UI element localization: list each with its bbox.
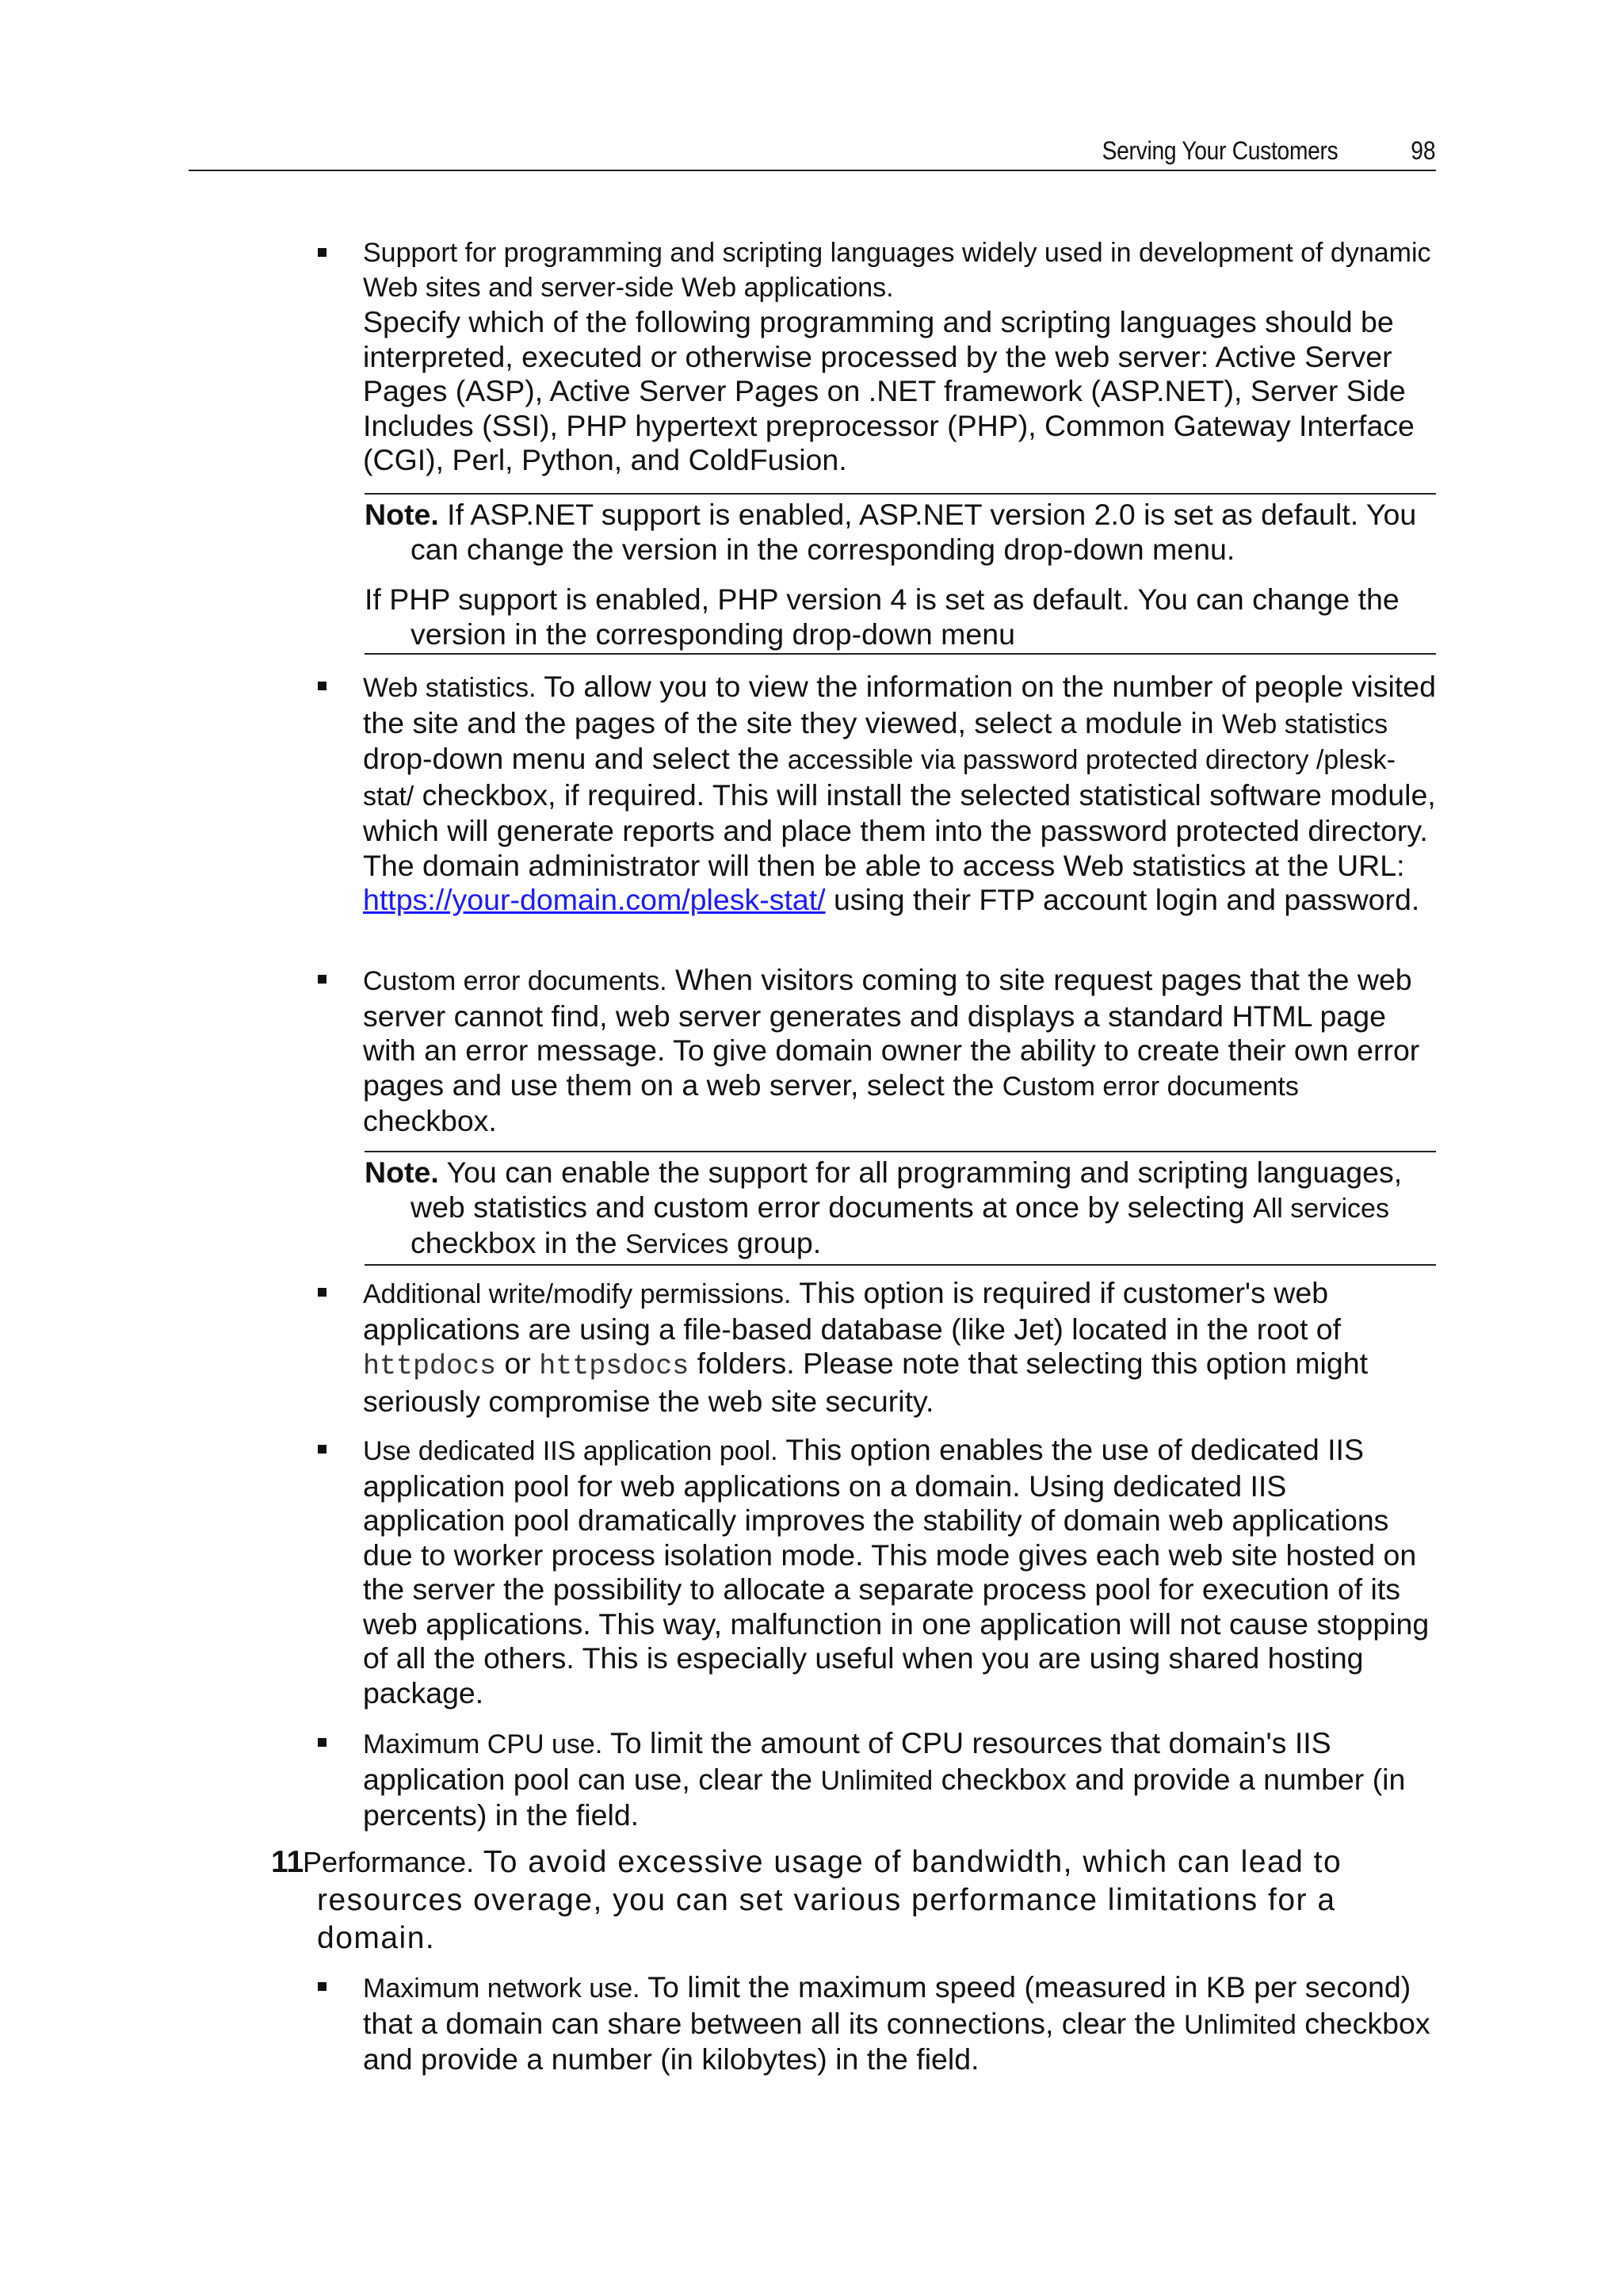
note-label: Note.: [365, 1156, 439, 1189]
option-description: Specify which of the following programming and scripting languages should be interpreted, executed or otherwise processed by the web server: Active Server Pages (ASP), Active Server Pages on .NET framework (ASP.NET), Server Side Includes (SSI), PHP hypertext preprocessor (PHP), Common Gateway Interface (CGI), Perl, Python, and ColdFusion.: [363, 305, 1415, 476]
bullet-marker: [318, 1738, 327, 1747]
bullet-marker: [318, 248, 327, 257]
list-item-web-statistics: [363, 670, 1436, 918]
ui-term: Unlimited: [1184, 2009, 1296, 2040]
note-box-versions: [365, 493, 1436, 655]
step-11: [271, 1843, 1436, 1958]
option-description: or: [504, 1347, 531, 1380]
option-description: checkbox and provide a number (in percents) in the field.: [363, 1762, 1406, 1832]
option-term: Maximum network use.: [363, 1973, 640, 2004]
list-item-permissions: [363, 1276, 1436, 1419]
note-box-all-services: [365, 1151, 1436, 1266]
option-description: This option is required if customer's web applications are using a file-based database (like Jet) located in the root of: [363, 1276, 1342, 1346]
list-item-languages: [363, 236, 1436, 478]
step-term: Performance.: [303, 1846, 475, 1878]
option-description: checkbox.: [363, 1104, 497, 1137]
option-term: Maximum CPU use.: [363, 1729, 603, 1759]
list-item-cpu: [363, 1726, 1436, 1833]
option-description: To allow you to view the information on the number of people visited the site and the pages of the site they viewed, select a module in: [363, 670, 1436, 739]
folder-name-code: httpdocs: [363, 1350, 497, 1382]
option-term: Custom error documents.: [363, 966, 667, 996]
ui-term: Unlimited: [820, 1765, 934, 1796]
ui-term: accessible via password protected directory /plesk-stat/: [363, 745, 1396, 812]
option-description: drop-down menu and select the: [363, 742, 780, 775]
option-term: Use dedicated IIS application pool.: [363, 1436, 778, 1466]
list-item-iis-pool: [363, 1433, 1436, 1710]
note-paragraph: [365, 498, 1436, 567]
list-item-network: [363, 1970, 1436, 2077]
option-description: To limit the maximum speed (measured in KB per second) that a domain can share between all its connections, clear the: [363, 1970, 1411, 2040]
ui-term: Services: [625, 1229, 729, 1259]
option-description: folders. Please note that selecting this option might seriously compromise the web site security.: [363, 1347, 1369, 1418]
ui-term: Custom error documents: [1002, 1071, 1299, 1102]
step-number: 11: [271, 1845, 304, 1879]
running-header-title: Serving Your Customers: [1102, 136, 1338, 165]
step-body: [271, 1843, 1436, 1958]
option-term: Additional write/modify permissions.: [363, 1279, 792, 1309]
note-paragraph: [365, 1156, 1436, 1263]
note-text: group.: [736, 1226, 822, 1259]
step-text: To avoid excessive usage of bandwidth, which can lead to resources overage, you can set various performance limitations for a domain.: [317, 1845, 1342, 1955]
note-label: Note.: [365, 498, 439, 531]
page-header: [189, 135, 1436, 171]
option-description: This option enables the use of dedicated IIS application pool for web applications on a domain. Using dedicated IIS application pool dramatically improves the stability of domain web applications due to worker process isolation mode. This mode gives each web site hosted on the server the possibility to allocate a separate process pool for execution of its web applications. This way, malfunction in one application will not cause stopping of all the others. This is especially useful when you are using shared hosting package.: [363, 1433, 1430, 1710]
option-description: using their FTP account login and password.: [833, 883, 1420, 916]
bullet-marker: [318, 1982, 327, 1991]
folder-name-code: httpsdocs: [539, 1350, 689, 1382]
option-description: checkbox and provide a number (in kilobytes) in the field.: [363, 2006, 1430, 2076]
note-text: If PHP support is enabled, PHP version 4 is set as default. You can change the version in the corresponding drop-down menu: [365, 583, 1400, 651]
note-paragraph: [365, 583, 1436, 651]
ui-term: Web statistics: [1222, 709, 1388, 739]
option-description: To limit the amount of CPU resources that domain's IIS application pool can use, clear the: [363, 1726, 1331, 1796]
bullet-marker: [318, 1288, 327, 1297]
list-item-error-documents: [363, 963, 1436, 1139]
bullet-marker: [318, 975, 327, 984]
bullet-marker: [318, 682, 327, 690]
option-description: checkbox, if required. This will install the selected statistical software module, which will generate reports and place them into the password protected directory. The domain administrator will then be able to access Web statistics at the URL:: [363, 777, 1436, 882]
note-text: You can enable the support for all programming and scripting languages, web statistics and custom error documents at once by selecting: [411, 1156, 1403, 1224]
page-number: 98: [1411, 136, 1436, 165]
note-text: checkbox in the: [411, 1226, 617, 1259]
bullet-marker: [318, 1445, 327, 1454]
note-text: If ASP.NET support is enabled, ASP.NET version 2.0 is set as default. You can change the version in the corresponding drop-down menu.: [411, 498, 1417, 566]
plesk-stat-url-link[interactable]: https://your-domain.com/plesk-stat/: [363, 883, 826, 916]
option-description: When visitors coming to site request pages that the web server cannot find, web server generates and displays a standard HTML page with an error message. To give domain owner the ability to create their own error pages and use them on a web server, select the: [363, 963, 1420, 1102]
option-term: Web statistics.: [363, 673, 537, 703]
option-term: Support for programming and scripting languages widely used in development of dynamic Web sites and server-side Web applications.: [363, 238, 1431, 303]
ui-term: All services: [1253, 1193, 1389, 1224]
